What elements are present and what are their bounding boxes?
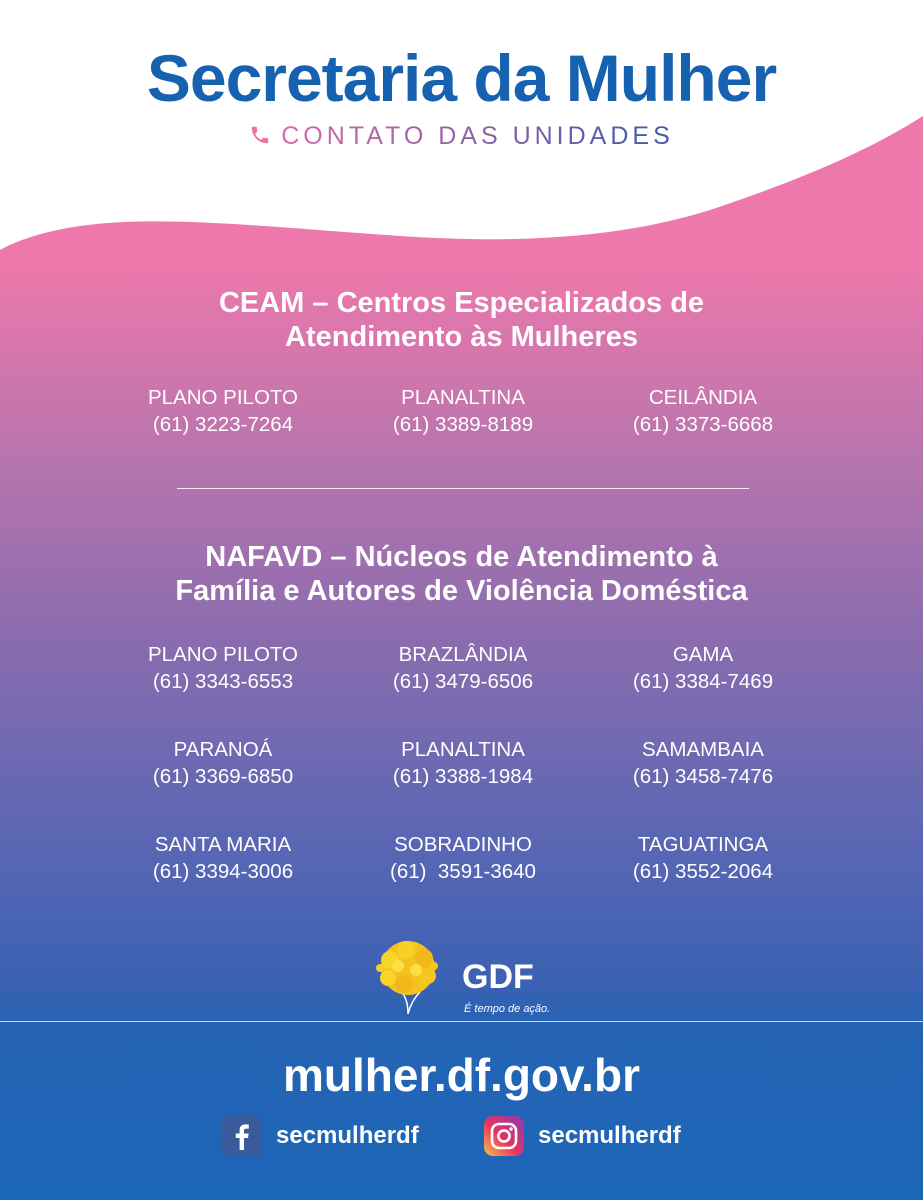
nafavd-unit: [103, 641, 343, 695]
unit-name: PLANO PILOTO: [147, 643, 298, 666]
unit-name: BRAZLÂNDIA: [398, 643, 528, 666]
instagram-icon: [484, 1116, 524, 1156]
page-subtitle: [0, 122, 923, 151]
ceam-section-title: [0, 286, 923, 354]
unit-phone[interactable]: (61) 3479-6506: [392, 670, 534, 693]
ceam-unit: [343, 384, 583, 438]
ceam-unit-list: [103, 384, 823, 438]
nafavd-unit: [103, 736, 343, 790]
facebook-icon: [222, 1116, 262, 1156]
unit-phone[interactable]: (61) 3343-6553: [152, 670, 294, 693]
nafavd-unit: [583, 831, 823, 885]
unit-phone[interactable]: (61) 3223-7264: [152, 413, 294, 436]
unit-name: PLANALTINA: [401, 386, 525, 409]
nafavd-unit: [583, 641, 823, 695]
unit-phone[interactable]: (61) 3369-6850: [152, 765, 294, 788]
unit-phone[interactable]: (61) 3389-8189: [392, 413, 534, 436]
unit-phone[interactable]: (61) 3388-1984: [392, 765, 534, 788]
nafavd-title-line2: Família e Autores de Violência Doméstica: [175, 575, 748, 607]
instagram-handle: secmulherdf: [538, 1122, 681, 1149]
facebook-handle: secmulherdf: [276, 1122, 419, 1149]
footer-divider: [0, 1021, 923, 1022]
unit-name: TAGUATINGA: [637, 833, 769, 856]
instagram-link[interactable]: [484, 1116, 681, 1156]
unit-name: SOBRADINHO: [394, 833, 532, 856]
ceam-unit: [103, 384, 343, 438]
nafavd-title-line1: NAFAVD – Núcleos de Atendimento à: [205, 541, 718, 573]
nafavd-unit: [583, 736, 823, 790]
website-link[interactable]: mulher.df.gov.br: [283, 1049, 640, 1101]
ceam-unit: [583, 384, 823, 438]
unit-name: PLANO PILOTO: [147, 386, 298, 409]
unit-name: PARANOÁ: [173, 738, 273, 761]
ceam-title-line2: Atendimento às Mulheres: [285, 321, 638, 353]
unit-name: PLANALTINA: [401, 738, 525, 761]
nafavd-section-title: [0, 540, 923, 608]
unit-name: SAMAMBAIA: [642, 738, 764, 761]
facebook-link[interactable]: [222, 1116, 419, 1156]
unit-phone[interactable]: (61) 3384-7469: [632, 670, 774, 693]
subtitle-text: CONTATO DAS UNIDADES: [281, 122, 674, 150]
unit-phone[interactable]: (61) 3552-2064: [632, 860, 774, 883]
unit-name: CEILÂNDIA: [648, 386, 758, 409]
nafavd-unit: [343, 736, 583, 790]
page-title: Secretaria da Mulher: [146, 41, 777, 115]
gdf-logo: [368, 936, 568, 1026]
gdf-brand-text: GDF: [462, 958, 534, 996]
phone-icon: [249, 124, 271, 146]
unit-name: GAMA: [672, 643, 734, 666]
section-divider: [177, 488, 749, 489]
unit-phone[interactable]: (61) 3394-3006: [152, 860, 294, 883]
unit-name: SANTA MARIA: [154, 833, 292, 856]
nafavd-unit-list: [103, 641, 823, 885]
ceam-title-line1: CEAM – Centros Especializados de: [218, 287, 705, 319]
unit-phone[interactable]: (61) 3458-7476: [632, 765, 774, 788]
nafavd-unit: [343, 831, 583, 885]
nafavd-unit: [343, 641, 583, 695]
nafavd-unit: [103, 831, 343, 885]
unit-phone[interactable]: (61) 3373-6668: [632, 413, 774, 436]
ipe-tree-icon: [376, 941, 438, 1014]
unit-phone[interactable]: (61) 3591-3640: [390, 860, 536, 883]
gdf-tagline: É tempo de ação.: [464, 1003, 551, 1015]
